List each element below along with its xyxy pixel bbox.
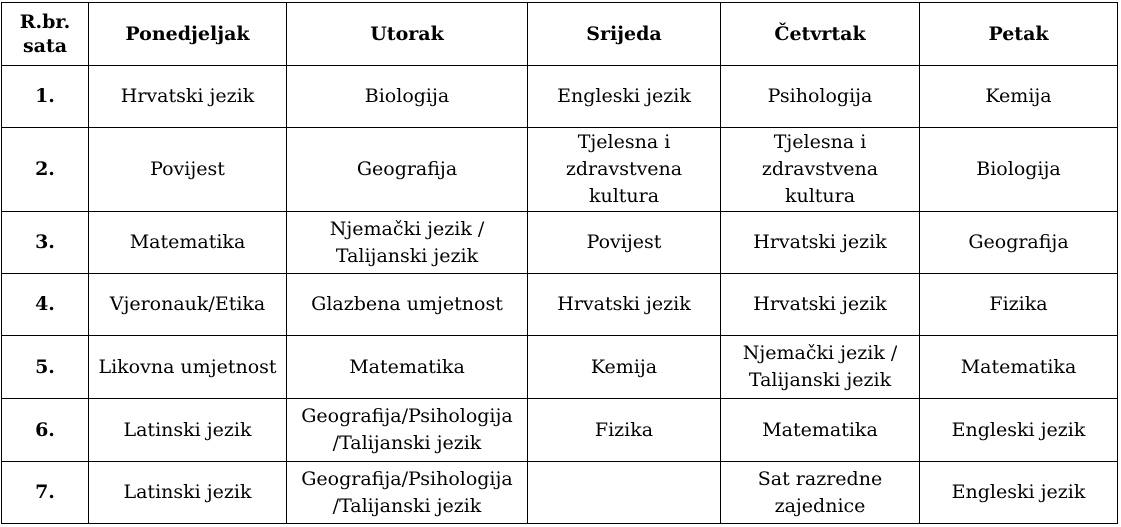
subject-cell: Povijest: [528, 212, 721, 274]
subject-cell: Latinski jezik: [89, 399, 287, 462]
subject-cell: Psihologija: [721, 66, 920, 128]
subject-cell: Hrvatski jezik: [721, 212, 920, 274]
subject-cell: Kemija: [528, 336, 721, 399]
subject-cell: Matematika: [920, 336, 1118, 399]
header-row: [2, 3, 1118, 66]
period-number: 7.: [2, 462, 89, 524]
subject-cell: Povijest: [89, 128, 287, 212]
subject-cell: Engleski jezik: [920, 399, 1118, 462]
header-thursday: Četvrtak: [721, 3, 920, 66]
subject-cell: Matematika: [89, 212, 287, 274]
header-period: R.br. sata: [2, 3, 89, 66]
subject-cell: Tjelesna i zdravstvena kultura: [528, 128, 721, 212]
header-friday: Petak: [920, 3, 1118, 66]
period-number: 5.: [2, 336, 89, 399]
table-row: [2, 212, 1118, 274]
header-wednesday: Srijeda: [528, 3, 721, 66]
subject-cell: Geografija/Psihologija /Talijanski jezik: [287, 462, 528, 524]
table-row: [2, 274, 1118, 336]
subject-cell: Matematika: [721, 399, 920, 462]
period-number: 6.: [2, 399, 89, 462]
subject-cell: Njemački jezik / Talijanski jezik: [287, 212, 528, 274]
subject-cell: Geografija: [920, 212, 1118, 274]
subject-cell: Hrvatski jezik: [528, 274, 721, 336]
header-tuesday: Utorak: [287, 3, 528, 66]
timetable: [1, 2, 1118, 524]
subject-cell: Sat razredne zajednice: [721, 462, 920, 524]
subject-cell: Hrvatski jezik: [89, 66, 287, 128]
subject-cell: Engleski jezik: [920, 462, 1118, 524]
subject-cell: Biologija: [920, 128, 1118, 212]
period-number: 1.: [2, 66, 89, 128]
table-row: [2, 336, 1118, 399]
subject-cell: Hrvatski jezik: [721, 274, 920, 336]
subject-cell: Fizika: [920, 274, 1118, 336]
table-row: [2, 399, 1118, 462]
subject-cell: Kemija: [920, 66, 1118, 128]
period-number: 4.: [2, 274, 89, 336]
subject-cell: Fizika: [528, 399, 721, 462]
subject-cell: Tjelesna i zdravstvena kultura: [721, 128, 920, 212]
table-row: [2, 128, 1118, 212]
subject-cell: Likovna umjetnost: [89, 336, 287, 399]
table-row: [2, 462, 1118, 524]
subject-cell: Vjeronauk/Etika: [89, 274, 287, 336]
subject-cell: Matematika: [287, 336, 528, 399]
subject-cell: Geografija/Psihologija /Talijanski jezik: [287, 399, 528, 462]
subject-cell: Glazbena umjetnost: [287, 274, 528, 336]
subject-cell: [528, 462, 721, 524]
period-number: 3.: [2, 212, 89, 274]
subject-cell: Latinski jezik: [89, 462, 287, 524]
subject-cell: Biologija: [287, 66, 528, 128]
period-number: 2.: [2, 128, 89, 212]
header-monday: Ponedjeljak: [89, 3, 287, 66]
subject-cell: Engleski jezik: [528, 66, 721, 128]
subject-cell: Njemački jezik / Talijanski jezik: [721, 336, 920, 399]
table-row: [2, 66, 1118, 128]
subject-cell: Geografija: [287, 128, 528, 212]
